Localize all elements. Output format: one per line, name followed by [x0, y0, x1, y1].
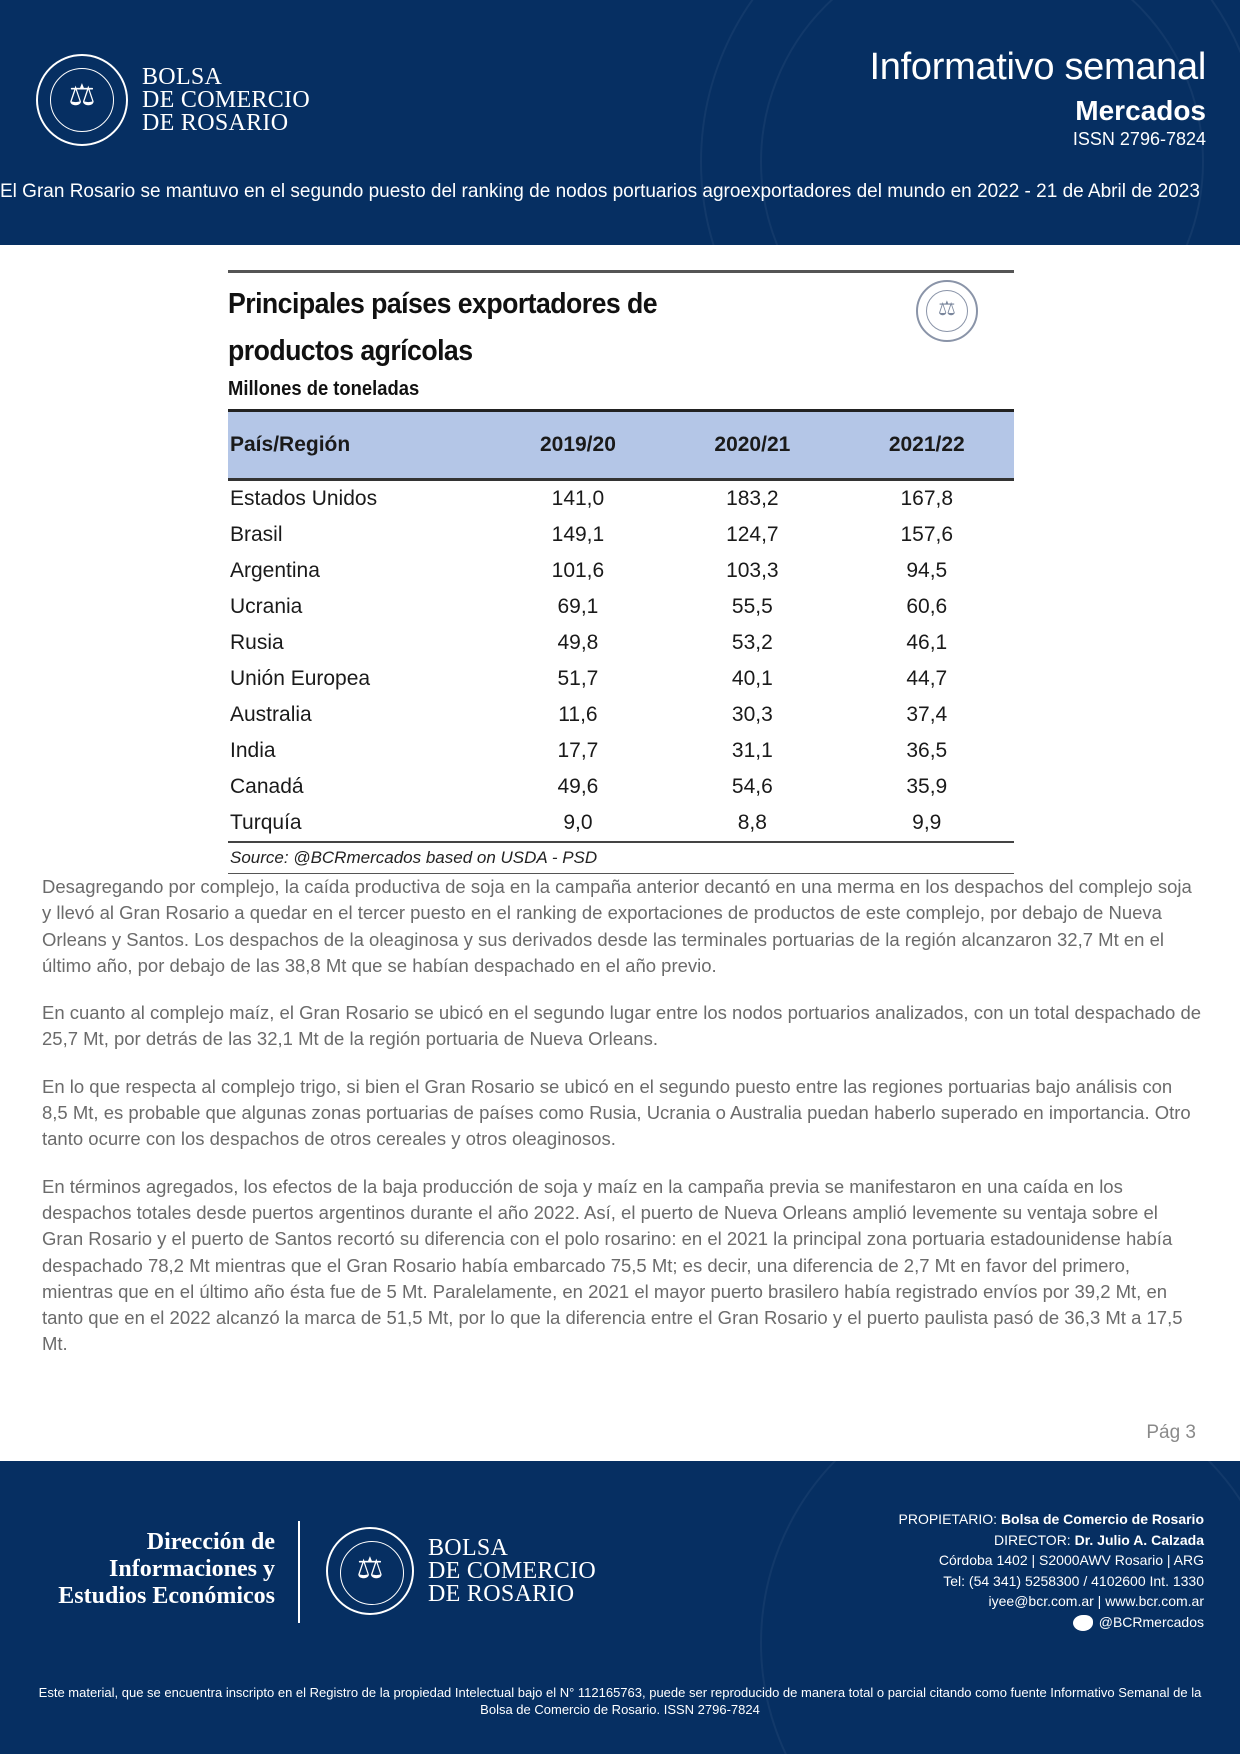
paragraph: Desagregando por complejo, la caída productiva de soja en la campaña anterior decantó en una merma en los despachos del complejo soja y llevó al Gran Rosario a quedar en el tercer puesto en el ranking de exportaciones de productos de este complejo, por debajo de Nueva Orleans y Santos. Los despachos de la oleaginosa y sus derivados desde las terminales portuarias de la región alcanzaron 32,7 Mt en el último año, por debajo de las 38,8 Mt que se habían despachado en el año previo.: [42, 876, 1192, 976]
value-cell: 30,3: [731, 703, 773, 726]
country-cell: Canadá: [230, 775, 304, 798]
page-number: Pág 3: [1146, 1422, 1196, 1443]
country-cell: Estados Unidos: [230, 487, 378, 510]
value-cell: 54,6: [731, 775, 773, 798]
email-website-link[interactable]: iyee@bcr.com.ar | www.bcr.com.ar: [988, 1593, 1204, 1609]
country-cell: Ucrania: [230, 595, 303, 618]
value-cell: 183,2: [726, 487, 779, 510]
address: Córdoba 1402 | S2000AWV Rosario | ARG: [938, 1552, 1204, 1568]
country-cell: Turquía: [228, 805, 491, 842]
bcr-logo-text: BOLSA DE COMERCIO DE ROSARIO: [142, 63, 310, 136]
value-cell: 35,9: [906, 775, 948, 798]
table-row: [228, 733, 1014, 769]
table-row: [228, 625, 1014, 661]
value-cell: 17,7: [557, 739, 599, 762]
table-row: [228, 661, 1014, 697]
value-cell: 157,6: [900, 523, 954, 546]
bcr-logo: [36, 54, 310, 146]
table-row: [228, 589, 1014, 625]
publication-info: [870, 44, 1206, 150]
bcr-logo-text: BOLSA DE COMERCIO DE ROSARIO: [428, 1534, 596, 1607]
twitter-icon: [1073, 1615, 1093, 1631]
value-cell: 9,0: [491, 805, 665, 842]
table-row: [228, 553, 1014, 589]
paragraph: En lo que respecta al complejo trigo, si bien el Gran Rosario se ubicó en el segundo puesto entre las regiones portuarias bajo análisis con 8,5 Mt, es probable que algunas zonas portuarias de países como Rusia, Ucrania o Australia puedan haberlo superado en importancia. Otro tanto ocurre con los despachos de otros cereales y otros oleaginosos.: [42, 1075, 1191, 1150]
table-row: [228, 480, 1014, 518]
column-header: 2019/20: [491, 411, 665, 480]
value-cell: 94,5: [906, 559, 948, 582]
figure-top-rule: [228, 270, 1014, 273]
value-cell: 44,7: [906, 667, 948, 690]
value-cell: 46,1: [906, 631, 948, 654]
value-cell: 124,7: [726, 523, 779, 546]
owner-line: PROPIETARIO: Bolsa de Comercio de Rosario: [898, 1511, 1204, 1527]
table-row: [228, 805, 1014, 842]
figure-subtitle: Millones de toneladas: [228, 378, 420, 400]
country-cell: India: [230, 739, 276, 762]
bcr-seal-icon: ⚖: [326, 1527, 414, 1615]
value-cell: 101,6: [551, 559, 605, 582]
value-cell: 31,1: [731, 739, 773, 762]
value-cell: 11,6: [558, 703, 598, 726]
legal-notice: Este material, que se encuentra inscripto en el Registro de la propiedad Intelectual bajo el N° 112165763, puede ser reproducido de manera total o parcial citando como fuente Informativo Semanal de la Bolsa de Comercio de Rosario. ISSN 2796-7824: [38, 1685, 1202, 1717]
value-cell: 37,4: [906, 703, 948, 726]
figure-source: Source: @BCRmercados based on USDA - PSD: [228, 843, 1014, 874]
bcr-seal-icon: ⚖: [916, 280, 978, 342]
value-cell: 149,1: [551, 523, 605, 546]
bcr-logo: [326, 1527, 596, 1615]
publication-title: Informativo semanal: [869, 46, 1206, 88]
value-cell: 69,1: [557, 595, 599, 618]
country-cell: Australia: [230, 703, 312, 726]
article-body: [42, 874, 1202, 1379]
phone: Tel: (54 341) 5258300 / 4102600 Int. 1330: [943, 1572, 1204, 1589]
paragraph: En cuanto al complejo maíz, el Gran Rosario se ubicó en el segundo lugar entre los nodos portuarios analizados, con un total despachado de 25,7 Mt, por detrás de las 32,1 Mt de la región portuaria de Nueva Orleans.: [42, 1002, 1202, 1050]
value-cell: 141,0: [551, 487, 605, 510]
column-header: 2020/21: [665, 411, 839, 480]
section-name: Mercados: [1075, 95, 1206, 126]
value-cell: 9,9: [840, 805, 1014, 842]
value-cell: 40,1: [731, 667, 773, 690]
value-cell: 49,8: [557, 631, 599, 654]
department-name: Dirección de Informaciones y Estudios Económicos: [58, 1529, 275, 1609]
exporters-table-figure: [228, 270, 1014, 874]
country-cell: Brasil: [230, 523, 283, 546]
value-cell: 103,3: [726, 559, 779, 582]
column-header: País/Región: [228, 411, 491, 480]
article-headline: El Gran Rosario se mantuvo en el segundo puesto del ranking de nodos portuarios agroexportadores del mundo en 2022 - 21 de Abril de 2023: [0, 181, 1200, 202]
value-cell: 53,2: [731, 631, 773, 654]
value-cell: 36,5: [906, 739, 948, 762]
column-header: 2021/22: [840, 411, 1014, 480]
figure-title: Principales países exportadores de productos agrícolas: [228, 288, 658, 367]
contact-info: [899, 1509, 1205, 1632]
value-cell: 51,7: [557, 667, 599, 690]
page-footer: [0, 1461, 1240, 1754]
country-cell: Argentina: [230, 559, 320, 582]
bcr-seal-icon: ⚖: [36, 54, 128, 146]
table-row: [228, 697, 1014, 733]
table-row: [228, 769, 1014, 805]
footer-divider: [298, 1521, 300, 1623]
value-cell: 49,6: [557, 775, 599, 798]
table-row: [228, 517, 1014, 553]
paragraph: En términos agregados, los efectos de la baja producción de soja y maíz en la campaña previa se manifestaron en una caída en los despachos totales desde puertos argentinos durante el año 2022. Así, el puerto de Nueva Orleans amplió levemente su ventaja sobre el Gran Rosario y el puerto de Santos recortó su diferencia con el polo rosarino: en el 2021 la principal zona portuaria estadounidense había despachado 78,2 Mt mientras que el Gran Rosario había embarcado 75,5 Mt; es decir, una diferencia de 2,7 Mt en favor del primero, mientras que en el último año ésta fue de 5 Mt. Paralelamente, en 2021 el mayor puerto brasilero había registrado envíos por 39,2 Mt, en tanto que en el 2022 alcanzó la marca de 51,5 Mt, por lo que la diferencia entre el Gran Rosario y el puerto paulista pasó de 36,3 Mt a 17,5 Mt.: [42, 1175, 1183, 1355]
value-cell: 55,5: [731, 595, 773, 618]
issn: ISSN 2796-7824: [1072, 129, 1206, 149]
page-header: [0, 0, 1240, 245]
exporters-table: [228, 409, 1014, 843]
country-cell: Rusia: [230, 631, 284, 654]
twitter-handle[interactable]: @BCRmercados: [899, 1612, 1205, 1633]
table-header-row: [228, 411, 1014, 480]
director-line: DIRECTOR: Dr. Julio A. Calzada: [993, 1531, 1204, 1548]
value-cell: 8,8: [665, 805, 839, 842]
value-cell: 167,8: [900, 487, 954, 510]
country-cell: Unión Europea: [230, 667, 371, 690]
value-cell: 60,6: [906, 595, 948, 618]
